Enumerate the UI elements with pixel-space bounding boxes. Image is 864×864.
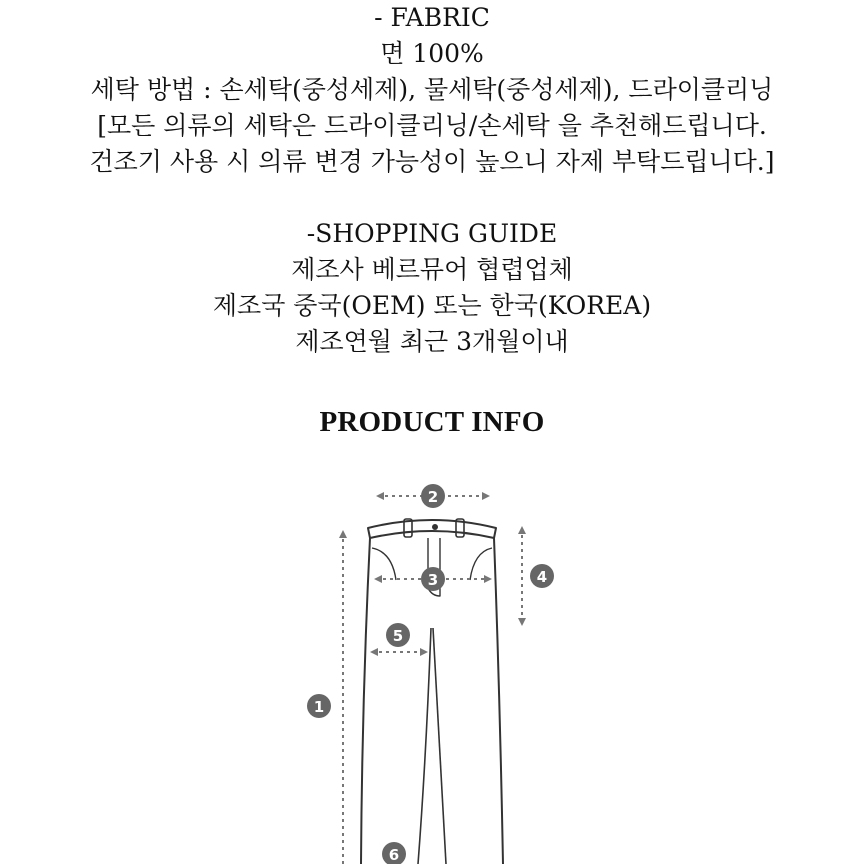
origin-info: 제조국 중국(OEM) 또는 한국(KOREA) xyxy=(212,291,652,320)
shopping-guide-title: -SHOPPING GUIDE xyxy=(306,219,558,248)
manufacture-date-info: 제조연월 최근 3개월이내 xyxy=(295,327,569,356)
dimension-markers xyxy=(307,484,554,864)
waist-button xyxy=(432,524,438,530)
svg-text:4: 4 xyxy=(536,568,548,586)
fabric-content: 면 100% xyxy=(380,39,484,68)
marker-4-rise[interactable] xyxy=(530,564,554,588)
marker-5-thigh[interactable] xyxy=(386,623,410,647)
marker-1-total-length[interactable] xyxy=(307,694,331,718)
waistband xyxy=(368,520,496,538)
svg-text:1: 1 xyxy=(313,698,325,716)
svg-text:3: 3 xyxy=(427,571,439,589)
svg-text:6: 6 xyxy=(388,846,400,864)
care-instructions: 세탁 방법 : 손세탁(중성세제), 물세탁(중성세제), 드라이클리닝 xyxy=(90,75,774,104)
product-info-title: PRODUCT INFO xyxy=(319,406,545,438)
svg-text:5: 5 xyxy=(392,627,404,645)
shopping-guide-section xyxy=(0,216,864,360)
pocket-right xyxy=(470,548,492,580)
right-leg-outline xyxy=(494,538,503,864)
marker-6-hem[interactable] xyxy=(382,842,406,864)
care-note-line-2: 건조기 사용 시 의류 변경 가능성이 높으니 자제 부탁드립니다.] xyxy=(89,147,775,176)
belt-loop-right xyxy=(456,519,464,537)
inseam-right xyxy=(433,628,446,864)
svg-text:2: 2 xyxy=(427,488,439,506)
dimension-arrows xyxy=(343,496,522,864)
care-note-line-1: [모든 의류의 세탁은 드라이클리닝/손세탁 을 추천해드립니다. xyxy=(97,111,767,140)
pocket-left xyxy=(372,548,396,580)
marker-2-waist[interactable] xyxy=(421,484,445,508)
left-leg-outline xyxy=(361,538,370,864)
fabric-title: - FABRIC xyxy=(374,3,490,32)
inseam-left xyxy=(418,628,431,864)
marker-3-hip[interactable] xyxy=(421,567,445,591)
belt-loop-left xyxy=(404,519,412,537)
fabric-section xyxy=(0,0,864,180)
manufacturer-info: 제조사 베르뮤어 협렵업체 xyxy=(291,255,573,284)
